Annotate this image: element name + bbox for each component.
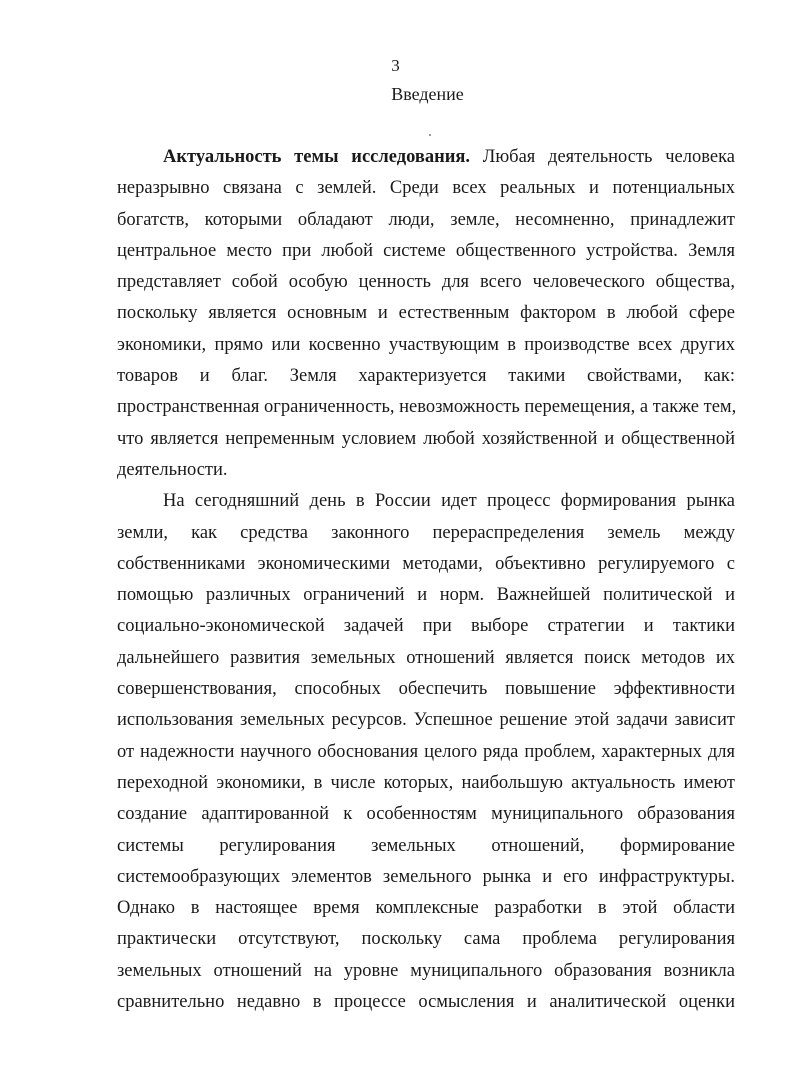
paragraph-1-lead: Актуальность темы исследования. bbox=[163, 147, 471, 167]
paragraph-2-line: земельных отношений на уровне муниципального образования возникла bbox=[117, 960, 735, 981]
paragraph-2-line: Однако в настоящее время комплексные разработки в этой области bbox=[117, 898, 735, 919]
paragraph-2-line: создание адаптированной к особенностям муниципального образования bbox=[117, 804, 735, 825]
paragraph-1-line bbox=[117, 142, 735, 173]
paragraph-2-line: системы регулирования земельных отношений, формирование bbox=[117, 835, 735, 856]
paragraph-2-line: социально-экономической задачей при выборе стратегии и тактики bbox=[117, 616, 735, 637]
paragraph-1-line: богатств, которыми обладают люди, земле, несомненно, принадлежит bbox=[117, 209, 735, 230]
paragraph-1-line: пространственная ограниченность, невозможность перемещения, а также тем, bbox=[117, 397, 737, 418]
section-heading: Введение bbox=[391, 84, 464, 104]
paragraph-2-line: земли, как средства законного перераспределения земель между bbox=[117, 522, 735, 543]
paragraph-2-line: На сегодняшний день в России идет процесс формирования рынка bbox=[163, 491, 735, 512]
paragraph-2-line: помощью различных ограничений и норм. Важнейшей политической и bbox=[117, 585, 735, 606]
document-body bbox=[117, 142, 735, 1018]
paragraph-2-line: системообразующих элементов земельного рынка и его инфраструктуры. bbox=[117, 866, 735, 887]
paragraph-2-line: совершенствования, способных обеспечить повышение эффективности bbox=[117, 679, 735, 700]
paragraph-1-line: центральное место при любой системе общественного устройства. Земля bbox=[117, 240, 735, 261]
paragraph-1-line: экономики, прямо или косвенно участвующим в производстве всех других bbox=[117, 334, 735, 355]
paragraph-2-line: собственниками экономическими методами, объективно регулируемого с bbox=[117, 553, 735, 574]
paragraph-1-line: что является непременным условием любой хозяйственной и общественной bbox=[117, 428, 735, 449]
scan-artifact-dot bbox=[429, 134, 431, 136]
paragraph-2-line: практически отсутствуют, поскольку сама проблема регулирования bbox=[117, 929, 735, 950]
paragraph-1-line: неразрывно связана с землей. Среди всех реальных и потенциальных bbox=[117, 178, 735, 199]
paragraph-2-line: дальнейшего развития земельных отношений является поиск методов их bbox=[117, 647, 735, 668]
paragraph-1-last-line: деятельности. bbox=[117, 459, 228, 480]
page-number: 3 bbox=[391, 56, 400, 75]
paragraph-2-line: переходной экономики, в числе которых, наибольшую актуальность имеют bbox=[117, 772, 735, 793]
paragraph-2-line: сравнительно недавно в процессе осмысления и аналитической оценки bbox=[117, 992, 735, 1013]
paragraph-2-line: от надежности научного обоснования целого ряда проблем, характерных для bbox=[117, 741, 735, 762]
paragraph-1-line: товаров и благ. Земля характеризуется такими свойствами, как: bbox=[117, 366, 735, 387]
paragraph-1-line: поскольку является основным и естественным фактором в любой сфере bbox=[117, 303, 735, 324]
paragraph-2-line: использования земельных ресурсов. Успешное решение этой задачи зависит bbox=[117, 710, 735, 731]
paragraph-1-line: представляет собой особую ценность для всего человеческого общества, bbox=[117, 272, 735, 293]
paragraph-1-line-rest: Любая деятельность человека bbox=[470, 147, 735, 167]
